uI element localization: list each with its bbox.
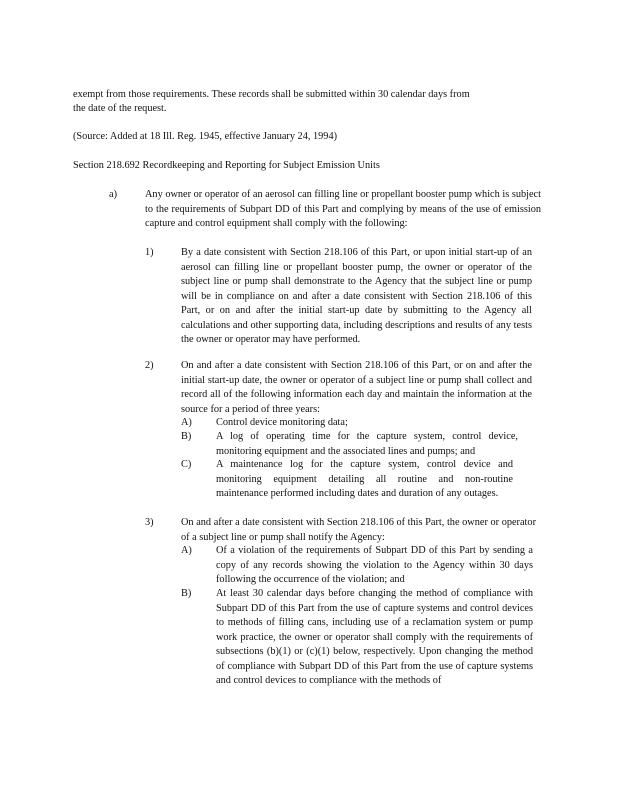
item-3-B-text: At least 30 calendar days before changing the method of compliance with Subpart DD of this Part from the use of capture systems and control devices to methods of filling cans, including use of a reclamation system or pump work practice, the owner or operator shall comply with the requirements of subsections (b)(1) or (c)(1) below, respectively. Upon changing the method of compliance with Subpart DD of this Part from the use of capture systems and control devices to compliance with the methods of: [216, 588, 533, 686]
item-3-A-text: Of a violation of the requirements of Subpart DD of this Part by sending a copy of any records showing the violation to the Agency within 30 days following the occurrence of the violation; and: [216, 545, 533, 585]
intro-line-2: the date of the request.: [73, 103, 167, 114]
item-3-label: 3): [145, 517, 154, 528]
item-2-text: On and after a date consistent with Section 218.106 of this Part, or on and after the initial start-up date, the owner or operator of a subject line or pump shall collect and record all of the following information each day and maintain the information at the source for a period of three years:: [181, 360, 532, 415]
item-1-label: 1): [145, 247, 154, 258]
item-2-C-text: A maintenance log for the capture system, control device and monitoring equipment detailing all routine and non-routine maintenance performed including dates and duration of any outages.: [216, 459, 513, 499]
section-heading: Section 218.692 Recordkeeping and Reporting for Subject Emission Units: [73, 160, 380, 171]
item-3-B-label: B): [181, 588, 192, 599]
item-2-B-text: A log of operating time for the capture system, control device, monitoring equipment and the associated lines and pumps; and: [216, 431, 518, 457]
item-2-A-text: Control device monitoring data;: [216, 417, 348, 428]
item-2-C-label: C): [181, 459, 192, 470]
item-2-B-label: B): [181, 431, 192, 442]
source-note: (Source: Added at 18 Ill. Reg. 1945, effective January 24, 1994): [73, 131, 338, 142]
item-3-A-label: A): [181, 545, 192, 556]
item-2-A-label: A): [181, 417, 192, 428]
item-2-label: 2): [145, 360, 154, 371]
item-1-text: By a date consistent with Section 218.106 of this Part, or upon initial start-up of an aerosol can filling line or propellant booster pump, the owner or operator of the subject line or pump shall demonstrate to the Agency that the subject line or pump will be in compliance on and after a date consistent with Section 218.106 of this Part, or on and after the initial start-up date by submitting to the Agency all calculations and other supporting data, including descriptions and results of any tests the owner or operator may have performed.: [181, 247, 532, 345]
subsection-a-text: Any owner or operator of an aerosol can filling line or propellant booster pump which is subject to the requirements of Subpart DD of this Part and complying by means of the use of emission capture and control equipment shall comply with the following:: [145, 189, 541, 229]
item-3-text: On and after a date consistent with Section 218.106 of this Part, the owner or operator of a subject line or pump shall notify the Agency:: [181, 517, 536, 543]
intro-line-1: exempt from those requirements. These records shall be submitted within 30 calendar days from: [73, 89, 470, 100]
subsection-a-label: a): [109, 189, 117, 200]
